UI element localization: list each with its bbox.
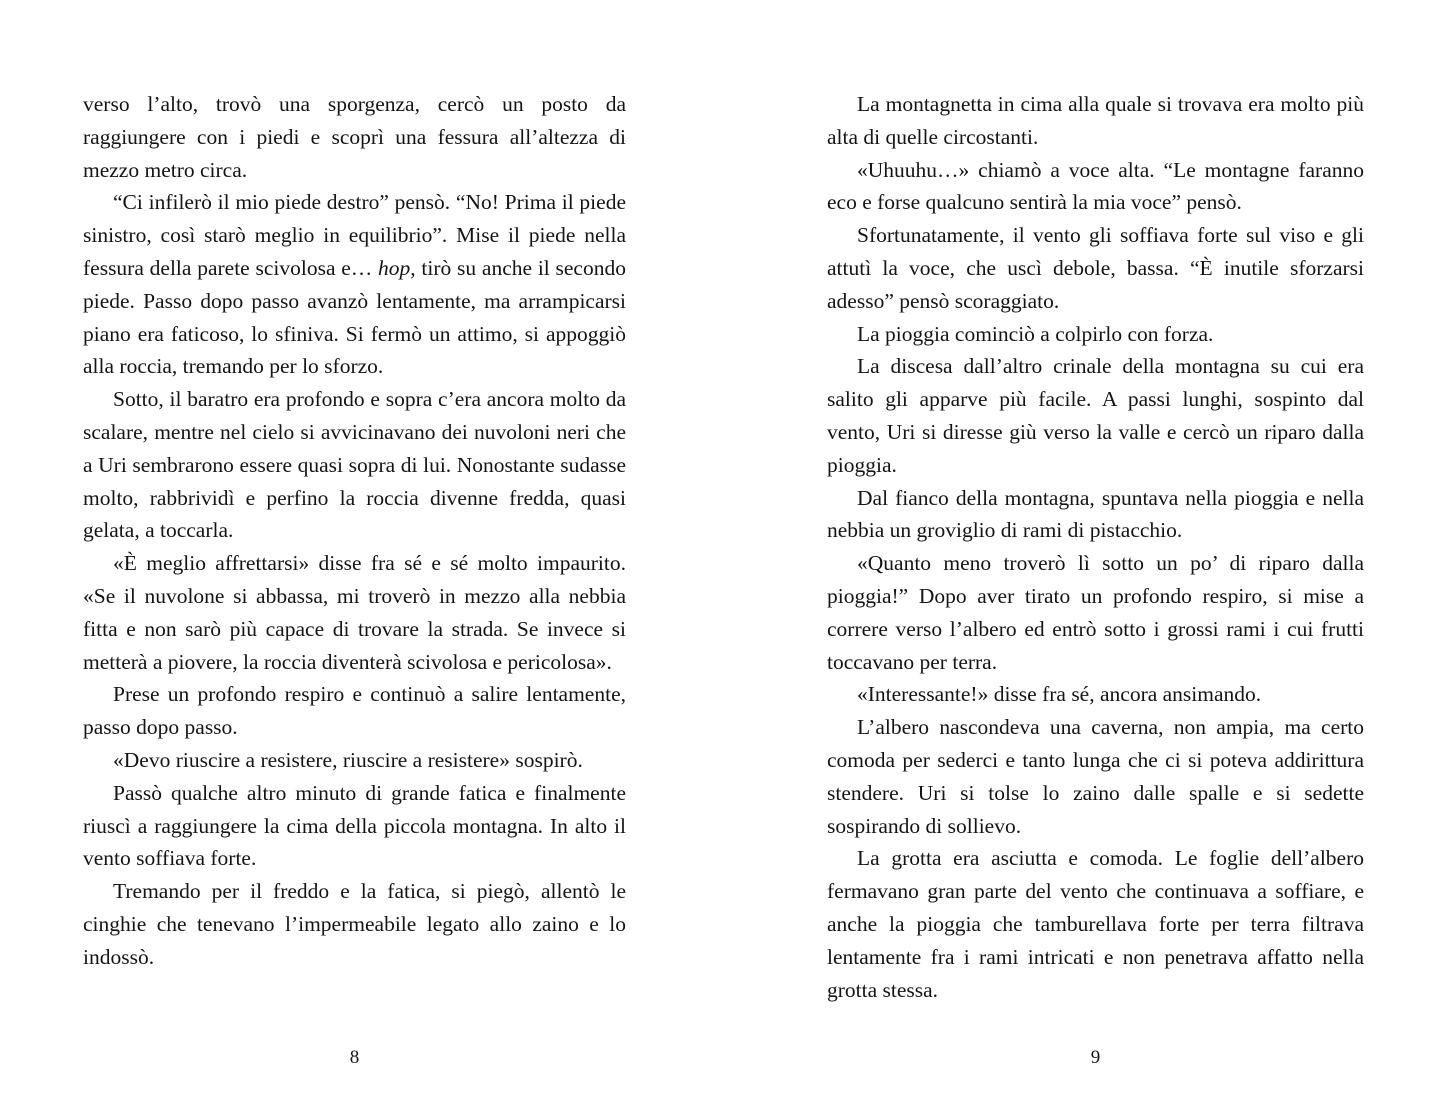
paragraph: «Devo riuscire a resistere, riuscire a resistere» sospirò. [113, 747, 583, 772]
paragraph: Sfortunatamente, il vento gli soffiava forte sul viso e gli attutì la voce, che uscì debole, bassa. “È inutile sforzarsi adesso” pensò scoraggiato. [827, 223, 1364, 313]
paragraph: Tremando per il freddo e la fatica, si piegò, allentò le cinghie che tenevano l’impermeabile legato allo zaino e lo indossò. [83, 879, 626, 969]
paragraph: «Uhuuhu…» chiamò a voce alta. “Le montagne faranno eco e forse qualcuno sentirà la mia voce” pensò. [827, 157, 1364, 215]
paragraph: «Quanto meno troverò lì sotto un po’ di riparo dalla pioggia!” Dopo aver tirato un profondo respiro, si mise a correre verso l’albero ed entrò sotto i grossi rami i cui frutti toccavano per terra. [827, 551, 1364, 674]
page-number-right: 9 [1090, 1047, 1101, 1068]
paragraph: La montagnetta in cima alla quale si trovava era molto più alta di quelle circostanti. [827, 92, 1364, 149]
paragraph [83, 186, 626, 383]
page-number-left: 8 [349, 1047, 360, 1068]
paragraph-text: “Ci infilerò il mio piede destro” pensò. “No! Prima il piede sinistro, così starò meglio in equilibrio”. Mise il piede nella fessura della parete scivolosa e… [83, 190, 626, 280]
paragraph-text: , tirò su anche il secondo piede. Passo dopo passo avanzò lentamente, ma arrampicarsi piano era faticoso, lo sfiniva. Si fermò un attimo, si appoggiò alla roccia, tremando per lo sforzo. [83, 255, 626, 379]
paragraph: La grotta era asciutta e comoda. Le foglie dell’albero fermavano gran parte del vento che continuava a soffiare, e anche la pioggia che tamburellava forte per terra filtrava lentamente fra i rami intricati e non penetrava affatto nella grotta stessa. [827, 846, 1364, 1002]
paragraph: Prese un profondo respiro e continuò a salire lentamente, passo dopo passo. [83, 682, 626, 740]
paragraph: «È meglio affrettarsi» disse fra sé e sé molto impaurito. «Se il nuvolone si abbassa, mi troverò in mezzo alla nebbia fitta e non sarò più capace di trovare la strada. Se invece si metterà a piovere, la roccia diventerà scivolosa e pericolosa». [83, 551, 626, 674]
paragraph: Sotto, il baratro era profondo e sopra c’era ancora molto da scalare, mentre nel cielo si avvicinavano dei nuvoloni neri che a Uri sembrarono essere quasi sopra di lui. Nonostante sudasse molto, rabbrividì e perfino la roccia divenne fredda, quasi gelata, a toccarla. [83, 387, 626, 543]
paragraph: verso l’alto, trovò una sporgenza, cercò un posto da raggiungere con i piedi e scoprì una fessura all’altezza di mezzo metro circa. [83, 92, 626, 182]
paragraph: La discesa dall’altro crinale della montagna su cui era salito gli apparve più facile. A passi lunghi, sospinto dal vento, Uri si diresse giù verso la valle e cercò un riparo dalla pioggia. [827, 354, 1364, 477]
book-page-right [827, 88, 1364, 1006]
paragraph: «Interessante!» disse fra sé, ancora ansimando. [857, 682, 1262, 707]
book-page-left [83, 88, 626, 974]
paragraph: Passò qualche altro minuto di grande fatica e finalmente riuscì a raggiungere la cima della piccola montagna. In alto il vento soffiava forte. [83, 780, 626, 871]
paragraph: La pioggia cominciò a colpirlo con forza. [857, 321, 1214, 346]
paragraph: Dal fianco della montagna, spuntava nella pioggia e nella nebbia un groviglio di rami di pistacchio. [827, 485, 1364, 543]
italic-word: hop [378, 255, 411, 280]
paragraph: L’albero nascondeva una caverna, non ampia, ma certo comoda per sederci e tanto lunga che ci si poteva addirittura stendere. Uri si tolse lo zaino dalle spalle e si sedette sospirando di sollievo. [827, 715, 1364, 838]
